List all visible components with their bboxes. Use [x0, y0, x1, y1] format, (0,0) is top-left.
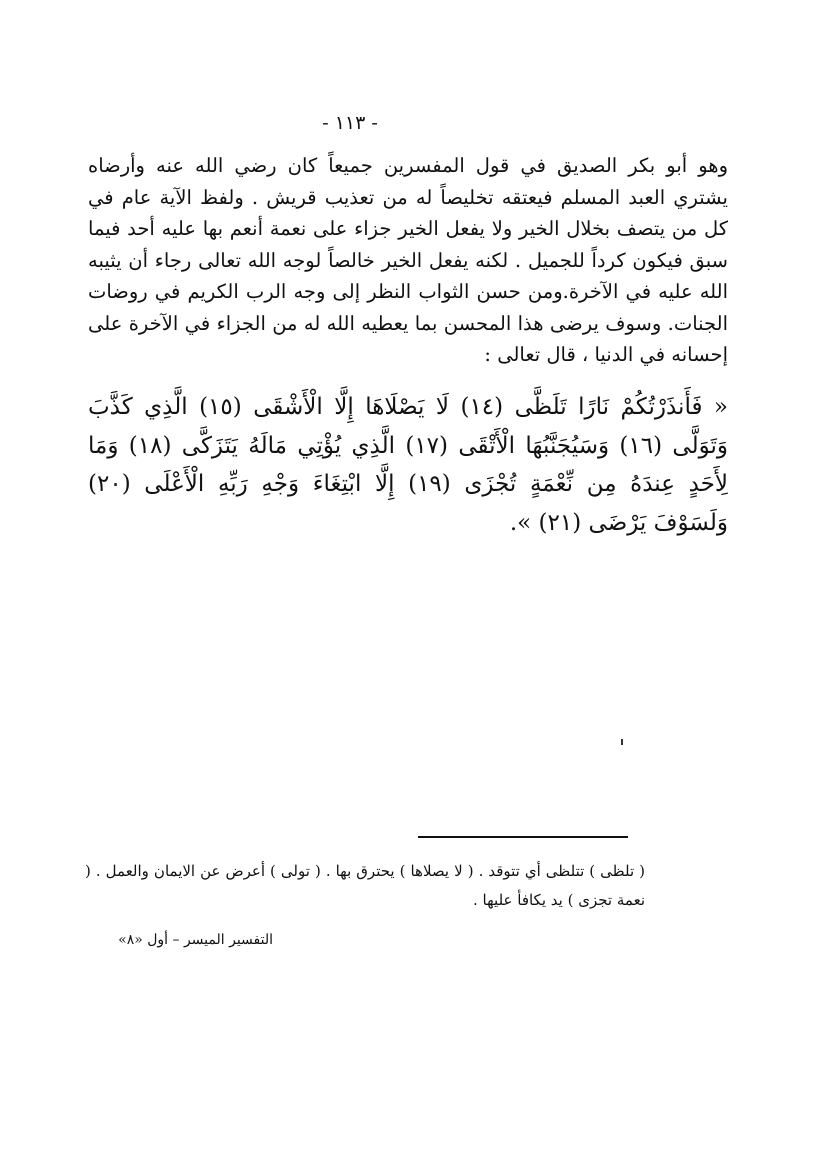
body-paragraph: وهو أبو بكر الصديق في قول المفسرين جميعاً كان رضي الله عنه وأرضاه يشتري العبد المسلم فيعتقه تخليصاً له من تعذيب قريش . ولفظ الآية عام في كل من يتصف بخلال الخير ولا يفعل الخير جزاء على نعمة أنعم بها عليه أحد فيما سبق فيكون كرداً للجميل . لكنه يفعل الخير خالصاً لوجه الله تعالى رجاء أن يثيبه الله عليه في الآخرة.ومن حسن الثواب النظر إلى وجه الرب الكريم في روضات الجنات. وسوف يرضى هذا المحسن بما يعطيه الله له من الجزاء في الآخرة على إحسانه في الدنيا ، قال تعالى :: [88, 154, 728, 366]
quran-verses-text: « فَأَنذَرْتُكُمْ نَارًا تَلَظَّى (١٤) لَا يَصْلَاهَا إِلَّا الْأَشْقَى (١٥) الَّذِي كَذَّبَ وَتَوَلَّى (١٦) وَسَيُجَنَّبُهَا الْأَتْقَى (١٧) الَّذِي يُؤْتِي مَالَهُ يَتَزَكَّى (١٨) وَمَا لِأَحَدٍ عِندَهُ مِن نِّعْمَةٍ تُجْزَى (١٩) إِلَّا ابْتِغَاءَ وَجْهِ رَبِّهِ الْأَعْلَى (٢٠) وَلَسَوْفَ يَرْضَى (٢١) ».: [88, 394, 728, 536]
footnote-text: ( تلظى ) تتلظى أي تتوقد . ( لا يصلاها ) يحترق بها . ( تولى ) أعرض عن الايمان والعمل . ( نعمة تجزى ) يد يكافأ عليها .: [85, 862, 645, 909]
body-text: [88, 150, 728, 371]
page-number: - ١١٣ -: [322, 112, 378, 134]
quran-verses: [88, 388, 728, 542]
footnote: [85, 857, 645, 915]
stray-mark: [621, 739, 623, 745]
printer-signature: التفسير الميسر – أول «٨»: [118, 932, 273, 948]
footnote-divider: [418, 836, 628, 838]
